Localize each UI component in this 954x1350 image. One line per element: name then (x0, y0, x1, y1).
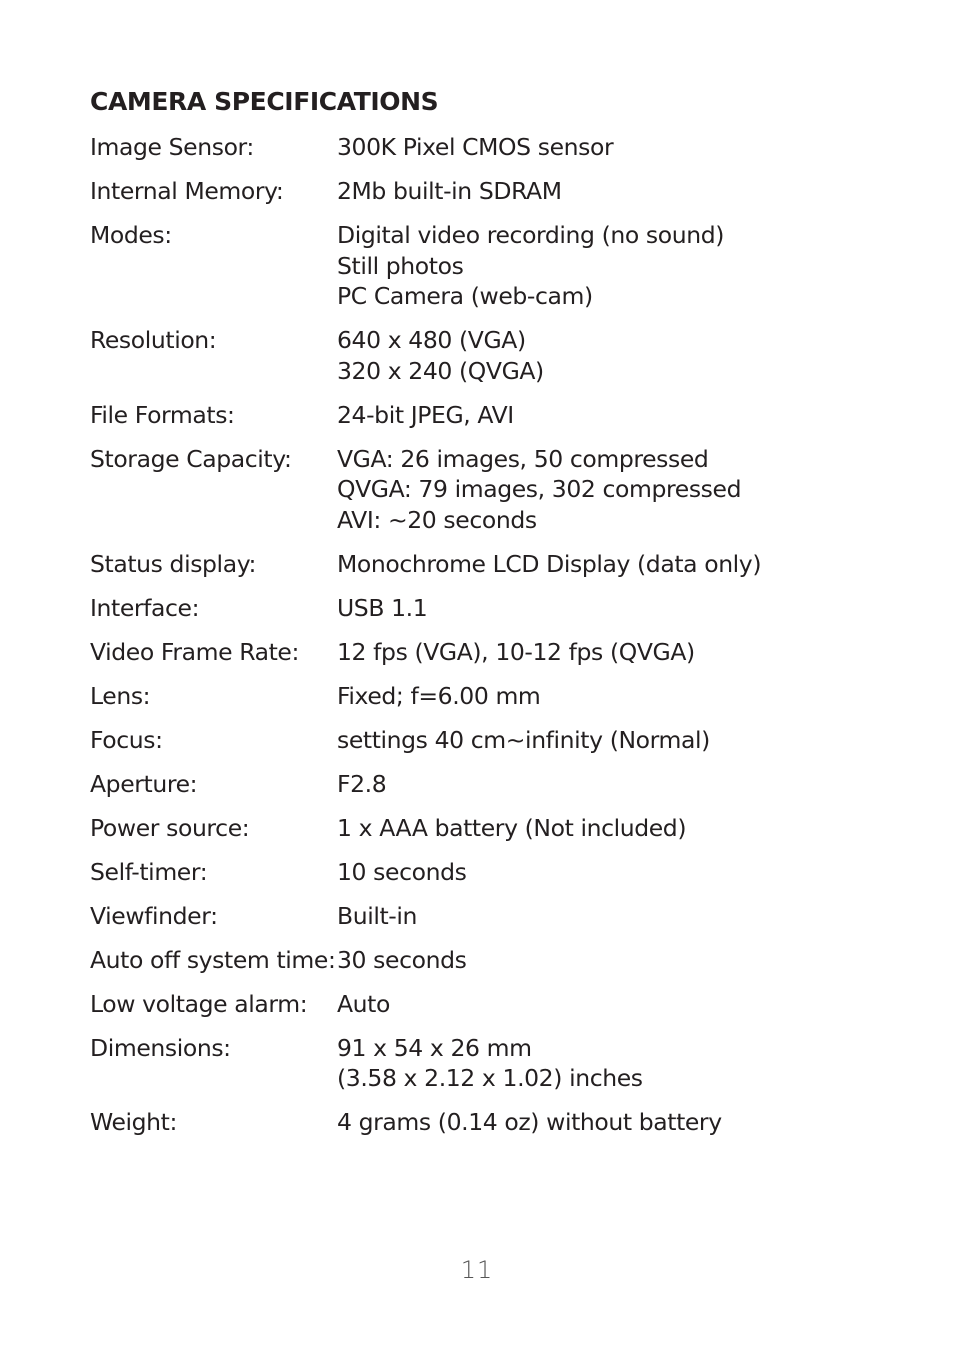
spec-label: Image Sensor: (90, 133, 254, 161)
spec-value (337, 444, 890, 536)
spec-value-line: PC Camera (web-cam) (337, 282, 593, 310)
spec-label: Status display: (90, 549, 257, 578)
spec-row (90, 725, 890, 756)
spec-label: Aperture: (90, 769, 198, 798)
spec-value-line: 300K Pixel CMOS sensor (337, 133, 614, 161)
spec-row (90, 325, 890, 386)
spec-row (90, 989, 890, 1020)
spec-value (337, 637, 890, 668)
spec-value-line: USB 1.1 (337, 593, 428, 622)
spec-value (337, 681, 890, 712)
spec-list (90, 132, 890, 1151)
spec-label: Internal Memory: (90, 177, 284, 205)
spec-value (337, 220, 890, 312)
spec-row (90, 1033, 890, 1094)
spec-label: Low voltage alarm: (90, 989, 308, 1018)
spec-label: Self-timer: (90, 857, 208, 886)
spec-value (337, 901, 890, 932)
spec-value (337, 1033, 890, 1094)
spec-row (90, 176, 890, 207)
page-number: 11 (460, 1256, 494, 1284)
spec-value (337, 769, 890, 800)
spec-row (90, 1107, 890, 1138)
spec-value-line: Fixed; f=6.00 mm (337, 681, 541, 710)
spec-value-line: Still photos (337, 251, 464, 280)
spec-label: Storage Capacity: (90, 444, 292, 473)
spec-value-line: QVGA: 79 images, 302 compressed (337, 475, 742, 503)
spec-value (337, 813, 890, 844)
spec-row (90, 220, 890, 312)
spec-label: Weight: (90, 1108, 177, 1136)
spec-value-line: VGA: 26 images, 50 compressed (337, 444, 709, 473)
spec-value-line: 12 fps (VGA), 10-12 fps (QVGA) (337, 637, 695, 666)
spec-value-line: 24-bit JPEG, AVI (337, 400, 514, 429)
spec-label: Auto off system time: (90, 945, 336, 974)
spec-label: Power source: (90, 813, 250, 842)
spec-row (90, 593, 890, 624)
spec-value (337, 132, 890, 163)
spec-value-line: Auto (337, 989, 390, 1018)
spec-row (90, 813, 890, 844)
spec-label: Focus: (90, 725, 163, 754)
spec-label: Lens: (90, 681, 151, 710)
spec-row (90, 681, 890, 712)
spec-value (337, 325, 890, 386)
spec-value-line: 2Mb built-in SDRAM (337, 177, 562, 205)
spec-row (90, 444, 890, 536)
spec-value (337, 400, 890, 431)
spec-label: Viewfinder: (90, 901, 218, 930)
spec-label: Interface: (90, 593, 200, 622)
spec-value-line: 320 x 240 (QVGA) (337, 356, 544, 385)
spec-value-line: 4 grams (0.14 oz) without battery (337, 1108, 722, 1136)
spec-value-line: Digital video recording (no sound) (337, 221, 725, 249)
spec-value-line: 1 x AAA battery (Not included) (337, 813, 687, 842)
spec-row (90, 549, 890, 580)
spec-row (90, 132, 890, 163)
spec-value-line: 91 x 54 x 26 mm (337, 1033, 532, 1062)
spec-value-line: Built-in (337, 901, 417, 930)
spec-label: Dimensions: (90, 1033, 231, 1062)
spec-value (337, 989, 890, 1020)
spec-value (337, 176, 890, 207)
spec-row (90, 945, 890, 976)
spec-value (337, 945, 890, 976)
spec-row (90, 857, 890, 888)
spec-value-line: 10 seconds (337, 857, 467, 886)
spec-label: Video Frame Rate: (90, 637, 300, 666)
spec-row (90, 901, 890, 932)
spec-value (337, 725, 890, 756)
spec-value-line: Monochrome LCD Display (data only) (337, 549, 762, 578)
spec-label: Modes: (90, 221, 172, 249)
spec-label: Resolution: (90, 326, 217, 354)
spec-label: File Formats: (90, 400, 235, 429)
spec-row (90, 769, 890, 800)
spec-value-line: 30 seconds (337, 945, 467, 974)
spec-value-line: settings 40 cm~infinity (Normal) (337, 725, 710, 754)
spec-value-line: (3.58 x 2.12 x 1.02) inches (337, 1064, 643, 1092)
spec-value-line: AVI: ~20 seconds (337, 505, 537, 534)
spec-value-line: 640 x 480 (VGA) (337, 326, 526, 354)
spec-row (90, 637, 890, 668)
spec-value (337, 857, 890, 888)
spec-value (337, 1107, 890, 1138)
page-title: CAMERA SPECIFICATIONS (90, 87, 439, 116)
spec-value-line: F2.8 (337, 769, 387, 798)
spec-value (337, 593, 890, 624)
spec-value (337, 549, 890, 580)
spec-row (90, 400, 890, 431)
